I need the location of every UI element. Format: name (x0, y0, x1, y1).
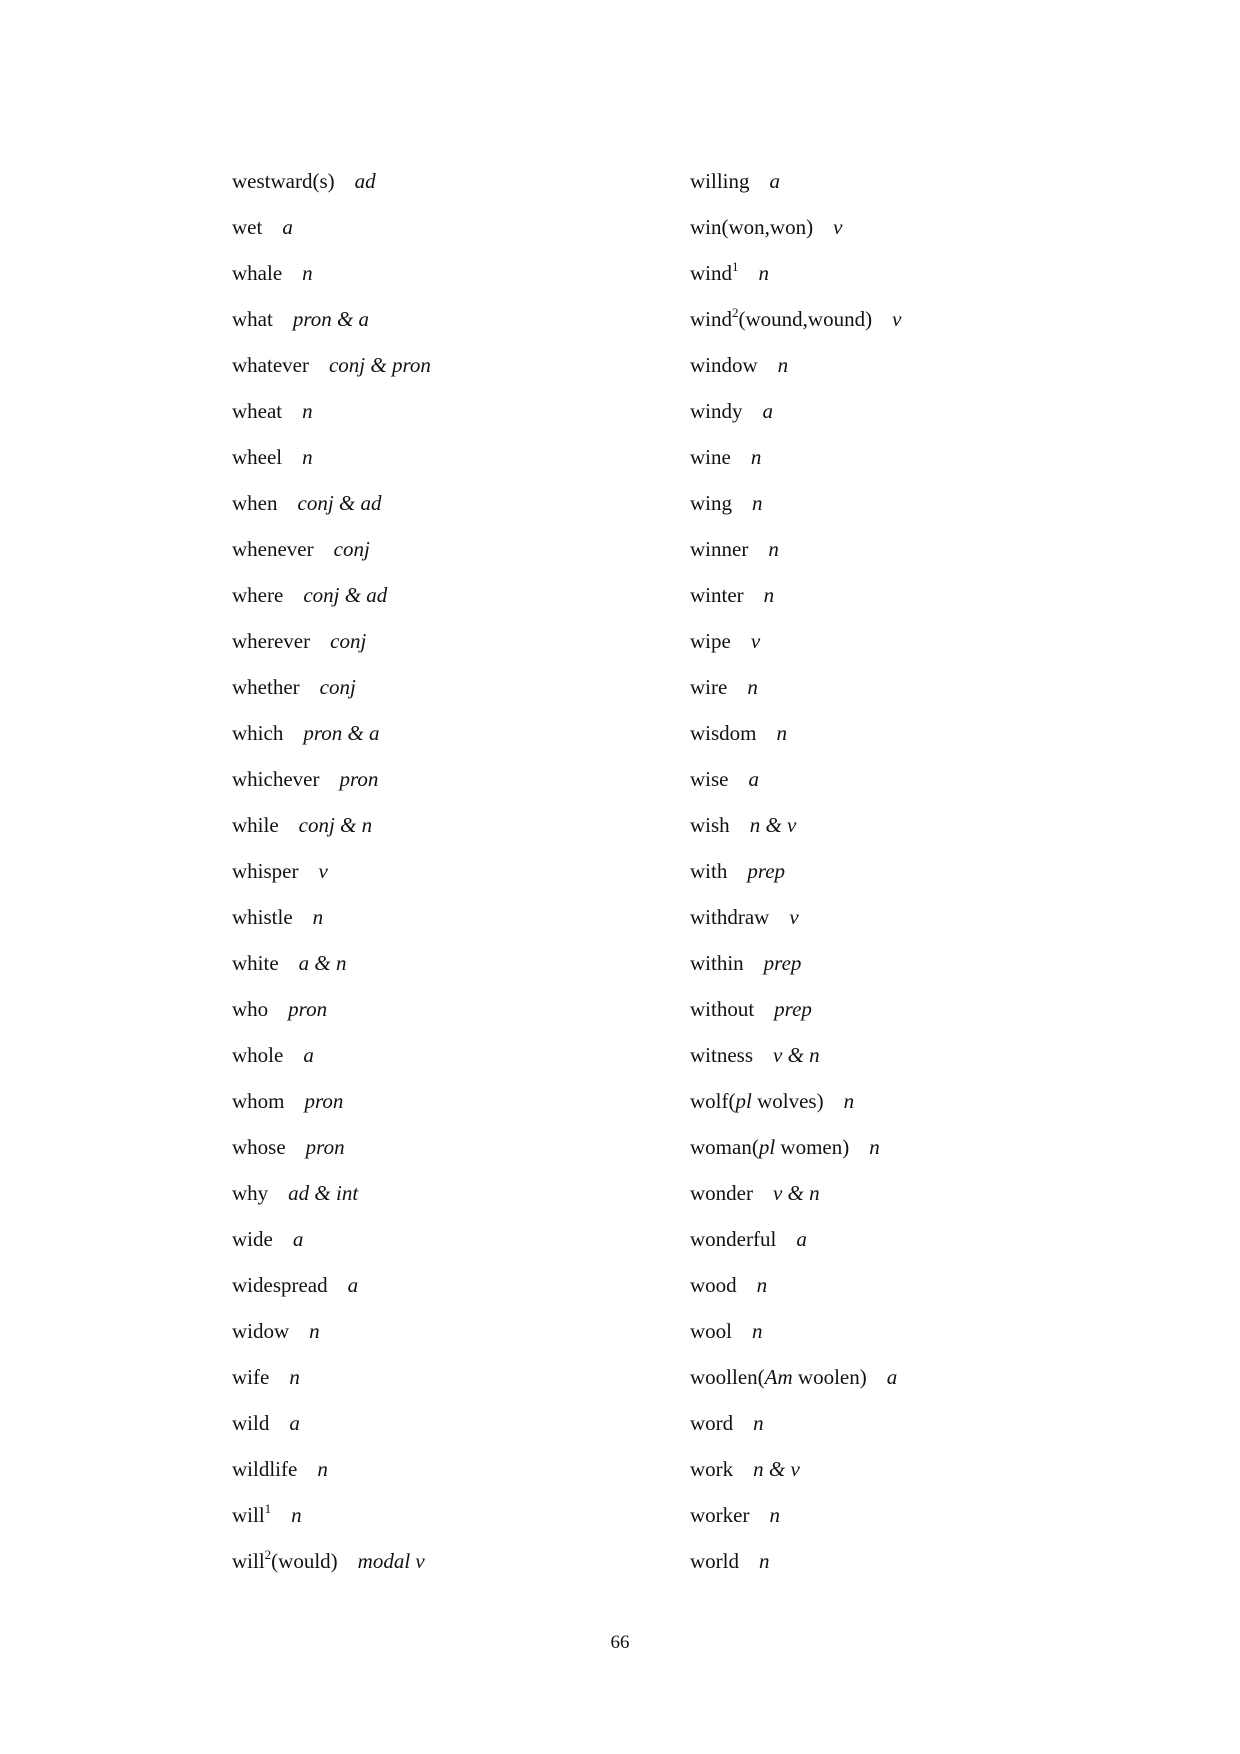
word-entry (690, 1400, 1110, 1446)
word-entry (232, 986, 652, 1032)
headword-text: winter (690, 583, 744, 607)
headword (690, 997, 754, 1021)
headword-text: wild (232, 1411, 270, 1435)
headword (690, 629, 731, 653)
headword (690, 169, 750, 193)
word-entry (232, 848, 652, 894)
headword-text: will (232, 1503, 265, 1527)
headword-text: who (232, 997, 269, 1021)
headword (232, 445, 282, 469)
headword-text: whatever (232, 353, 309, 377)
part-of-speech: n (776, 721, 788, 745)
part-of-speech: a (292, 1227, 304, 1251)
headword-text: whose (232, 1135, 286, 1159)
word-entry (690, 802, 1110, 848)
headword (232, 307, 273, 331)
part-of-speech: n (291, 1503, 302, 1527)
headword-text: whichever (232, 767, 320, 791)
word-entry (690, 618, 1110, 664)
headword (690, 1457, 733, 1481)
headword (232, 399, 282, 423)
word-entry (232, 250, 652, 296)
part-of-speech: conj & pron (328, 353, 431, 377)
headword (232, 1411, 269, 1435)
word-entry (232, 1538, 652, 1584)
headword-text: whisper (232, 859, 299, 883)
headword (690, 905, 769, 929)
headword-text: wine (690, 445, 731, 469)
part-of-speech: n (747, 675, 758, 699)
headword (232, 169, 335, 193)
headword-text: wire (690, 675, 728, 699)
word-entry (690, 480, 1110, 526)
word-entry (690, 572, 1110, 618)
headword (232, 261, 282, 285)
headword-text: wise (690, 767, 729, 791)
word-entry (690, 894, 1110, 940)
headword-text: widow (232, 1319, 290, 1343)
headword (690, 1043, 753, 1067)
part-of-speech: pron (305, 1135, 345, 1159)
part-of-speech: n (302, 261, 313, 285)
headword (232, 1503, 271, 1527)
word-entry (690, 1216, 1110, 1262)
headword-text: woman( (690, 1135, 759, 1159)
headword-text: which (232, 721, 284, 745)
word-entry (232, 388, 652, 434)
part-of-speech: n (763, 583, 775, 607)
part-of-speech: n (302, 399, 313, 423)
usage-label: pl (758, 1135, 776, 1159)
word-entry (690, 388, 1110, 434)
headword-text: wonder (690, 1181, 753, 1205)
word-entry (232, 572, 652, 618)
headword (690, 1181, 753, 1205)
word-entry (690, 526, 1110, 572)
word-entry (232, 480, 652, 526)
part-of-speech: conj (333, 537, 370, 561)
part-of-speech: v (318, 859, 328, 883)
word-entry (232, 894, 652, 940)
headword-text: wood (690, 1273, 737, 1297)
word-entry (690, 342, 1110, 388)
headword (232, 721, 283, 745)
headword (232, 1549, 338, 1573)
sense-number: 1 (264, 1501, 272, 1516)
headword-text: wool (690, 1319, 732, 1343)
headword-text: woollen( (690, 1365, 765, 1389)
word-entry (232, 1308, 652, 1354)
headword (232, 951, 279, 975)
headword (690, 721, 757, 745)
word-entry (690, 434, 1110, 480)
part-of-speech: ad (354, 169, 376, 193)
headword-text: withdraw (690, 905, 770, 929)
word-entry (232, 618, 652, 664)
headword-text: window (690, 353, 758, 377)
word-entry (232, 1492, 652, 1538)
part-of-speech: n (309, 1319, 320, 1343)
headword-forms: women) (775, 1135, 850, 1159)
part-of-speech: a (769, 169, 781, 193)
headword (232, 1043, 283, 1067)
word-entry (232, 434, 652, 480)
headword-text: what (232, 307, 273, 331)
headword (690, 951, 744, 975)
headword (232, 491, 278, 515)
headword-text: wing (690, 491, 732, 515)
headword-text: wipe (690, 629, 731, 653)
headword (232, 813, 279, 837)
headword-forms: (wound,wound) (738, 307, 873, 331)
part-of-speech: n (752, 1319, 763, 1343)
part-of-speech: n (777, 353, 789, 377)
word-entry (232, 710, 652, 756)
word-entry (690, 1124, 1110, 1170)
headword (232, 1273, 328, 1297)
part-of-speech: v (789, 905, 799, 929)
part-of-speech: pron (304, 1089, 344, 1113)
headword (690, 859, 727, 883)
word-entry (690, 1170, 1110, 1216)
part-of-speech: n (769, 1503, 780, 1527)
headword-text: why (232, 1181, 269, 1205)
word-entry (690, 1032, 1110, 1078)
headword-text: when (232, 491, 278, 515)
sense-number: 1 (732, 259, 739, 274)
word-entry (232, 526, 652, 572)
part-of-speech: n (758, 261, 769, 285)
part-of-speech: n & v (753, 1457, 800, 1481)
part-of-speech: prep (747, 859, 786, 883)
headword (232, 537, 314, 561)
word-entry (690, 664, 1110, 710)
word-entry (232, 1262, 652, 1308)
part-of-speech: a (347, 1273, 359, 1297)
headword-forms: wolves) (751, 1089, 824, 1113)
part-of-speech: a (796, 1227, 807, 1251)
headword (232, 997, 268, 1021)
word-entry (232, 802, 652, 848)
headword (690, 1227, 776, 1251)
headword-text: wife (232, 1365, 270, 1389)
headword (232, 1135, 286, 1159)
headword-text: without (690, 997, 755, 1021)
sense-number: 2 (732, 305, 739, 320)
word-entry (232, 940, 652, 986)
word-entry (690, 1538, 1110, 1584)
word-entry (232, 158, 652, 204)
headword (690, 1089, 824, 1113)
headword (690, 1549, 739, 1573)
part-of-speech: n (302, 445, 313, 469)
headword-text: will (232, 1549, 265, 1573)
headword-text: wind (690, 261, 732, 285)
headword (232, 629, 310, 653)
part-of-speech: v (892, 307, 902, 331)
word-entry (690, 296, 1110, 342)
word-entry (232, 1400, 652, 1446)
headword-text: within (690, 951, 744, 975)
part-of-speech: ad & int (288, 1181, 359, 1205)
headword-text: wherever (232, 629, 311, 653)
word-entry (232, 342, 652, 388)
headword (232, 859, 299, 883)
headword-text: whom (232, 1089, 285, 1113)
part-of-speech: a & n (298, 951, 347, 975)
headword (232, 675, 300, 699)
headword (690, 353, 758, 377)
headword (690, 261, 739, 285)
word-entry (690, 1308, 1110, 1354)
headword (232, 1181, 268, 1205)
headword-text: wide (232, 1227, 273, 1251)
headword-text: where (232, 583, 284, 607)
headword-text: white (232, 951, 279, 975)
headword (232, 767, 319, 791)
part-of-speech: n (289, 1365, 300, 1389)
headword-text: westward(s) (232, 169, 335, 193)
headword-text: worker (690, 1503, 750, 1527)
part-of-speech: n (312, 905, 324, 929)
word-entry (690, 1492, 1110, 1538)
part-of-speech: n (768, 537, 779, 561)
headword-text: witness (690, 1043, 753, 1067)
part-of-speech: v & n (773, 1043, 820, 1067)
part-of-speech: conj & ad (303, 583, 388, 607)
headword (690, 1319, 732, 1343)
part-of-speech: prep (774, 997, 812, 1021)
word-entry (690, 986, 1110, 1032)
part-of-speech: n (317, 1457, 328, 1481)
headword-text: world (690, 1549, 739, 1573)
word-entry (232, 1078, 652, 1124)
headword (232, 583, 283, 607)
word-entry (690, 940, 1110, 986)
headword (232, 1227, 273, 1251)
headword (690, 1365, 867, 1389)
headword-text: whistle (232, 905, 293, 929)
headword (690, 1273, 737, 1297)
headword-text: wheat (232, 399, 283, 423)
word-entry (690, 204, 1110, 250)
headword-text: win(won,won) (690, 215, 814, 239)
headword (690, 399, 743, 423)
part-of-speech: n (756, 1273, 768, 1297)
part-of-speech: conj (330, 629, 367, 653)
headword-text: wisdom (690, 721, 757, 745)
part-of-speech: pron (288, 997, 328, 1021)
headword-text: wheel (232, 445, 283, 469)
part-of-speech: n (750, 445, 762, 469)
usage-label: Am (764, 1365, 793, 1389)
part-of-speech: a (748, 767, 759, 791)
headword-text: wish (690, 813, 730, 837)
word-entry (690, 1446, 1110, 1492)
right-word-column (690, 158, 1110, 1584)
word-entry (690, 1078, 1110, 1124)
word-entry (690, 1354, 1110, 1400)
headword (690, 215, 813, 239)
part-of-speech: a (303, 1043, 314, 1067)
part-of-speech: v (750, 629, 761, 653)
part-of-speech: n (759, 1549, 770, 1573)
part-of-speech: n (753, 1411, 764, 1435)
headword-forms: woolen) (792, 1365, 867, 1389)
headword (690, 1503, 749, 1527)
word-entry (232, 1032, 652, 1078)
headword-text: with (690, 859, 728, 883)
headword-text: winner (690, 537, 749, 561)
headword-text: wonderful (690, 1227, 777, 1251)
part-of-speech: n (752, 491, 763, 515)
word-entry (690, 710, 1110, 756)
headword-text: wind (690, 307, 732, 331)
word-entry (690, 158, 1110, 204)
usage-label: pl (735, 1089, 752, 1113)
headword (690, 537, 748, 561)
headword-text: wet (232, 215, 263, 239)
part-of-speech: a (282, 215, 293, 239)
headword-text: windy (690, 399, 743, 423)
part-of-speech: n (869, 1135, 880, 1159)
part-of-speech: pron & a (292, 307, 370, 331)
headword-text: while (232, 813, 279, 837)
part-of-speech: pron (339, 767, 379, 791)
word-entry (690, 756, 1110, 802)
part-of-speech: a (289, 1411, 300, 1435)
headword (690, 1411, 733, 1435)
headword-text: widespread (232, 1273, 328, 1297)
word-entry (232, 664, 652, 710)
word-entry (232, 1124, 652, 1170)
headword (232, 215, 262, 239)
word-entry (232, 1170, 652, 1216)
headword (690, 491, 732, 515)
headword-text: whenever (232, 537, 314, 561)
part-of-speech: v & n (772, 1181, 820, 1205)
headword-forms: (would) (271, 1549, 338, 1573)
part-of-speech: modal v (357, 1549, 425, 1573)
word-entry (690, 848, 1110, 894)
headword-text: willing (690, 169, 750, 193)
word-entry (232, 1216, 652, 1262)
headword-text: work (690, 1457, 734, 1481)
headword (690, 675, 727, 699)
headword (690, 307, 872, 331)
headword (690, 1135, 849, 1159)
headword (690, 813, 730, 837)
left-word-column (232, 158, 652, 1584)
page-number: 66 (610, 1632, 630, 1653)
part-of-speech: conj & ad (297, 491, 382, 515)
headword (232, 905, 293, 929)
part-of-speech: prep (763, 951, 802, 975)
part-of-speech: a (762, 399, 773, 423)
word-entry (690, 1262, 1110, 1308)
headword-text: whale (232, 261, 283, 285)
headword-text: whole (232, 1043, 284, 1067)
part-of-speech: n (843, 1089, 855, 1113)
word-entry (232, 756, 652, 802)
part-of-speech: conj (319, 675, 356, 699)
headword-text: word (690, 1411, 734, 1435)
headword (232, 1457, 297, 1481)
word-entry (232, 296, 652, 342)
headword-text: wildlife (232, 1457, 298, 1481)
word-entry (690, 250, 1110, 296)
headword-text: wolf( (690, 1089, 736, 1113)
part-of-speech: n & v (749, 813, 797, 837)
headword (690, 767, 729, 791)
headword (232, 1365, 269, 1389)
word-entry (232, 1354, 652, 1400)
headword (232, 1089, 285, 1113)
headword-text: whether (232, 675, 300, 699)
sense-number: 2 (264, 1547, 272, 1562)
headword (232, 1319, 289, 1343)
headword (232, 353, 309, 377)
headword (690, 445, 731, 469)
part-of-speech: conj & n (298, 813, 373, 837)
headword (690, 583, 744, 607)
word-entry (232, 204, 652, 250)
word-entry (232, 1446, 652, 1492)
part-of-speech: pron & a (303, 721, 380, 745)
part-of-speech: v (833, 215, 843, 239)
part-of-speech: a (886, 1365, 898, 1389)
